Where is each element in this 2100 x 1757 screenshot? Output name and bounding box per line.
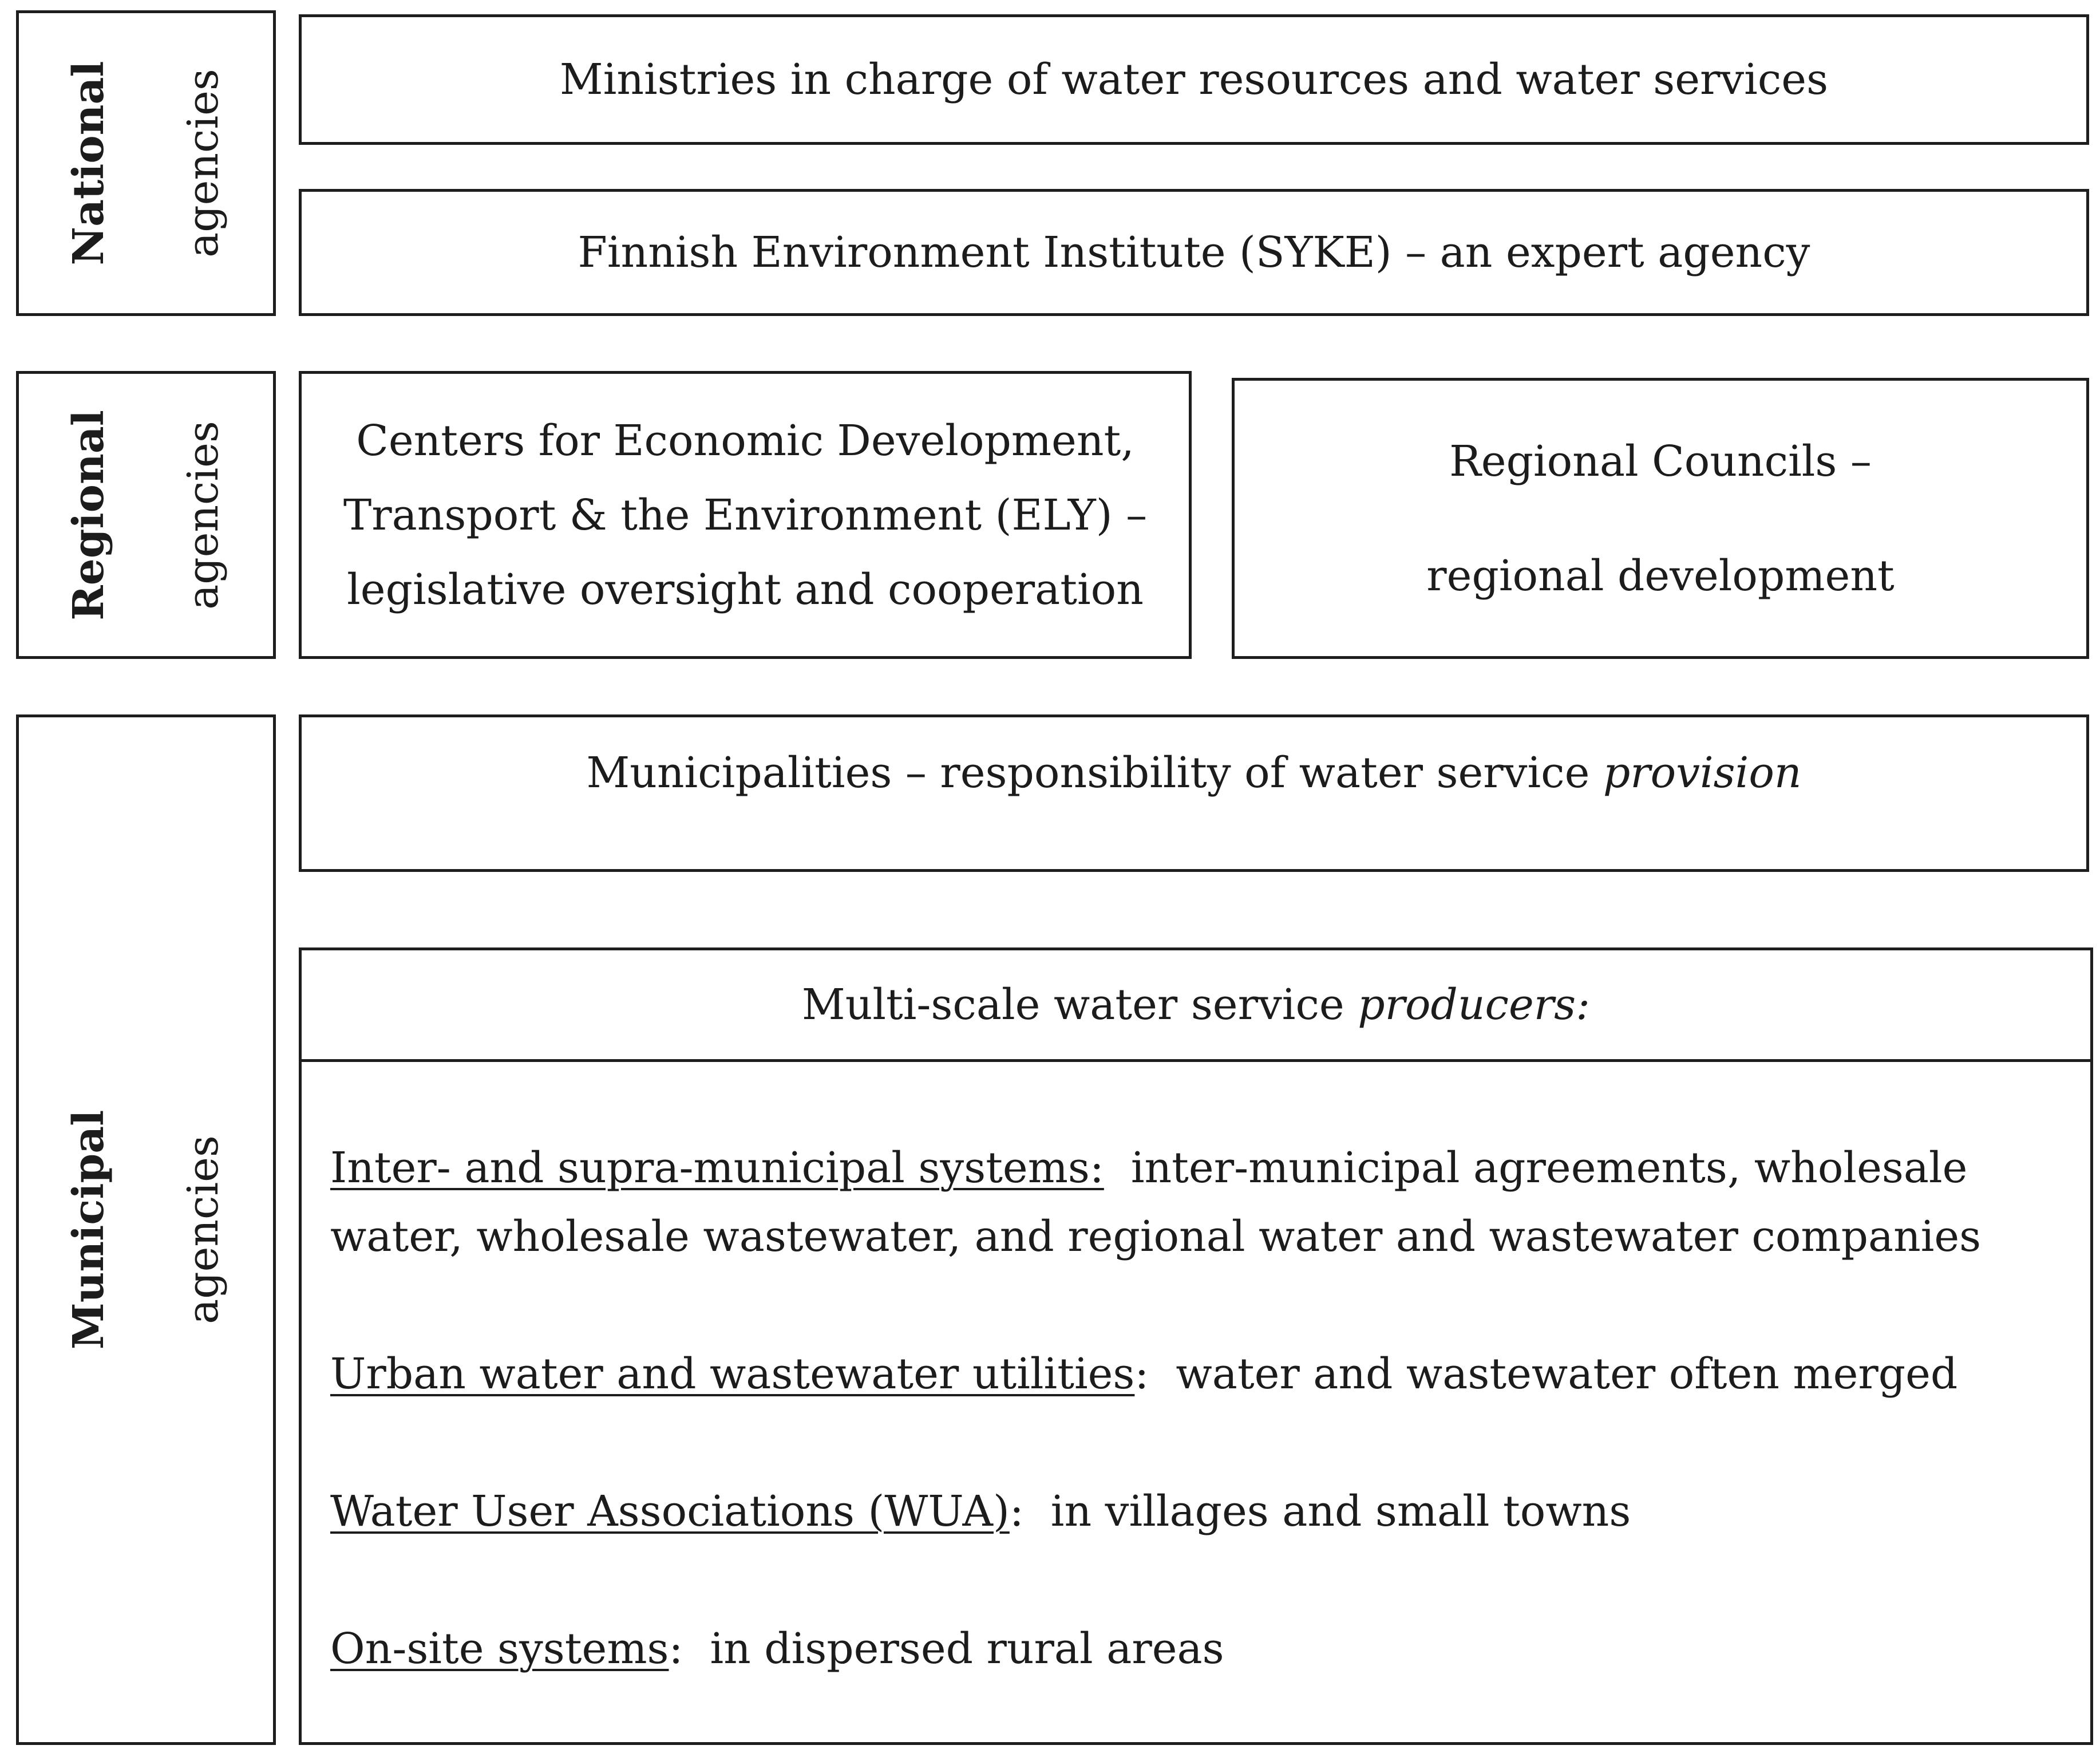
ely-line3: legislative oversight and cooperation xyxy=(347,564,1144,614)
item-label: Urban water and wastewater utilities xyxy=(330,1349,1135,1399)
list-item xyxy=(330,1340,2067,1408)
regional-agencies-text xyxy=(31,410,260,621)
ely-line1: Centers for Economic Development, xyxy=(356,416,1134,465)
list-item xyxy=(330,1134,2067,1271)
national-label-line1: National xyxy=(64,61,113,266)
ely-line2: Transport & the Environment (ELY) – xyxy=(343,490,1148,540)
municipalities-text xyxy=(302,748,2086,797)
item-text: : in dispersed rural areas xyxy=(669,1624,1224,1673)
regional-label-line1: Regional xyxy=(64,409,113,621)
municipal-agencies-text xyxy=(31,1110,260,1350)
item-text: inter-municipal agreements, wholesale water, wholesale wastewater, and regional water and wastewater companies xyxy=(330,1143,1982,1261)
syke-text: Finnish Environment Institute (SYKE) – an expert agency xyxy=(578,228,1810,277)
municipalities-em: provision xyxy=(1603,748,1802,797)
list-item xyxy=(330,1477,2067,1546)
ely-box xyxy=(299,371,1192,659)
councils-line1: Regional Councils – xyxy=(1449,436,1872,486)
item-label: Water User Associations (WUA) xyxy=(330,1487,1010,1536)
producers-em: producers: xyxy=(1358,980,1591,1029)
ministries-box xyxy=(299,14,2089,145)
municipal-label-line1: Municipal xyxy=(64,1110,113,1350)
municipalities-main: Municipalities – responsibility of water service xyxy=(586,748,1603,797)
regional-agencies-label xyxy=(16,371,276,659)
item-text: : water and wastewater often merged xyxy=(1134,1349,1958,1399)
item-text: : in villages and small towns xyxy=(1009,1487,1631,1536)
list-item xyxy=(330,1614,2067,1683)
producers-box xyxy=(299,947,2093,1745)
national-label-line2: agencies xyxy=(179,69,228,258)
ministries-text: Ministries in charge of water resources and water services xyxy=(559,55,1829,104)
regional-councils-box xyxy=(1232,378,2089,659)
item-label: On-site systems xyxy=(330,1624,669,1673)
producers-heading xyxy=(302,950,2090,1062)
producers-main: Multi-scale water service xyxy=(801,980,1358,1029)
councils-line2: regional development xyxy=(1426,551,1895,601)
regional-label-line2: agencies xyxy=(179,420,228,610)
item-label: Inter- and supra-municipal systems: xyxy=(330,1143,1104,1193)
national-agencies-text xyxy=(31,61,260,265)
syke-box xyxy=(299,189,2089,316)
national-agencies-label xyxy=(16,10,276,316)
producers-list xyxy=(330,1134,2067,1752)
municipal-agencies-label xyxy=(16,714,276,1745)
municipalities-box xyxy=(299,714,2089,872)
municipal-label-line2: agencies xyxy=(179,1135,228,1324)
